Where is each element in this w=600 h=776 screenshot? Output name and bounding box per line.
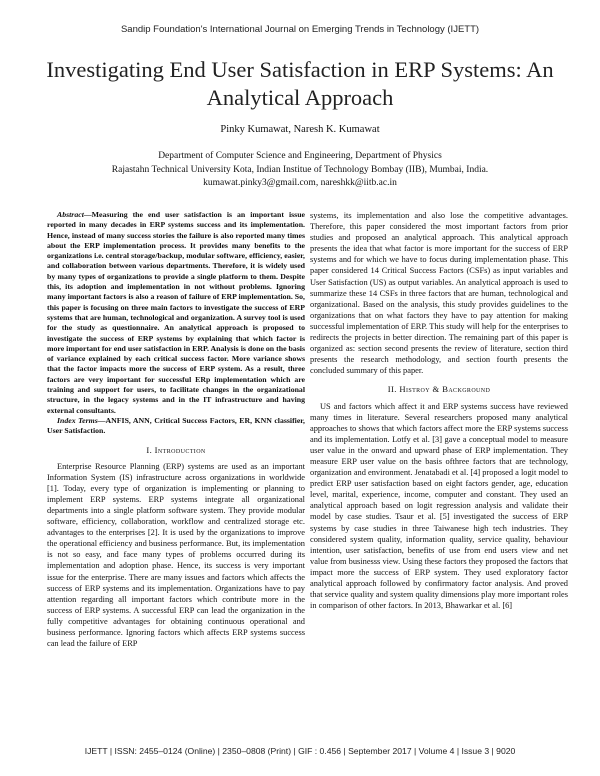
left-column [47,210,305,649]
section-heading-history: II. Histroy & Background [387,384,491,395]
index-terms-text: ANFIS, ANN, Critical Success Factors, ER, KNN classifier, User Satisfaction. [47,415,305,436]
abstract-label: Abstract— [57,210,92,219]
abstract [47,210,305,416]
page-footer: IJETT | ISSN: 2455–0124 (Online) | 2350–0808 (Print) | GIF : 0.456 | September 2017 | Volume 4 | Issue 3 | 9020 [84,746,516,756]
affiliation [60,150,540,191]
affiliation-line-2: Rajastahn Technical University Kota, Indian Institue of Technology Bombay (IIB), Mumbai, India. [111,164,489,175]
index-terms [47,416,305,437]
introduction-paragraph: Enterprise Resource Planning (ERP) systems are used as an important Information System (IS) infrastructure across organizations in worldwide [1]. Today, every type of organization is implementing or planning to implement ERP systems. ERP systems integrate all organizational departments into a single platform software system. They provide modular software, efficiency, collaboration, workflow and centralized storage etc. advantages to the enterprises [2]. It is used by the organizations to improve the operational efficiency and business performance. But, its implementation is not so easy, and face many types of problems occurred during its implementation and adoption phase. Hence, its success is very important issue for the enterprise. There are many issues and factors which affects the success of ERP systems and its implementation. Organizations have to pay attention regarding all important factors which contribute more in the success of ERP systems. A successful ERP can lead the organization in the fully competitive advantages for obtaining continuous operational and business performance. Ignoring factors which affects ERP systems success can lead the failure of ERP [47,461,305,649]
right-column [310,210,568,611]
history-paragraph: US and factors which affect it and ERP systems success have reviewed many times in literature. Several researchers proposed many analytical approaches to shows that which factors affect more the ERP systems success and its implementation. Lotfy et al. [3] gave a conceptual model to measure user value in the onward and upward phase of ERP implementation. They measure ERP user value on the basis ofthree factors that are technology, organization and environment. Jenatabadi et al. [4] proposed a logit model to predict ERP user satisfaction based on eight factors gender, age, education level, marital, experience, income, computer and constant. They used an analytical approach based on logit regression analysis and validate their model by case studies. Tsaur et al. [5] investigated the success of ERP systems by case studies in three Taiwanese high tech industries. They considered system quality, information quality, service quality, behaviour intention, user satisfaction, benefits of use from end users view and net value from businesss view. Using these factors they proposed the factors that impact more the success of ERP system. They used exploratory factor analytical approach followed by confirmatory factor analysis. And proved that service quality and system quality dimensions play more important roles in comparison of other factors. In 2013, Bhawarkar et al. [6] [310,401,568,611]
abstract-text: Measuring the end user satisfaction is an important issue reported in many decades in ERP systems success and its implementation. Hence, instead of many success stories the failure is also reported many times about the ERP implementation process. It provides many benefits to the organizations i.e. central storage/backup, modular software, efficiency, easier, and collaboration between various departments. Therefore, it is widely used by many types of organizations to provide a single platform to them. Despite this, its adoption and implementation in not without problems. Ignoring many important factors is also a reason of failure of ERP implementation. So, this paper is focusing on three main factors to investigate the success of ERP systems that are human, technological and organization. A survey tool is used for the study as questionnaire. An analytical approach is proposed to investigate the success of ERP systems by explaining that which factor is more important for end user satisfaction in ERP. Analysis is done on the basis of variance explained by each critical success factor. More variance shows that the factor impacts more the success of ERP system. As a result, three factors are very important for successful ERp implementation which are training and support for users, to facilitate changes in the organizational structure, in the legacy systems and in the IT infrastructure and having external consultants. [47,210,305,415]
authors: Pinky Kumawat, Naresh K. Kumawat [220,124,380,135]
section-heading-introduction: I. Introduction [146,444,206,455]
author-emails: kumawat.pinky3@gmail.com, nareshkk@iitb.ac.in [203,178,397,188]
journal-header: Sandip Foundation's International Journal on Emerging Trends in Technology (IJETT) [120,24,480,35]
paper-title: Investigating End User Satisfaction in ERP Systems: An Analytical Approach [46,57,554,110]
index-terms-label: Index Terms— [57,415,106,425]
affiliation-line-1: Department of Computer Science and Engineering, Department of Physics [158,151,442,161]
introduction-continued-paragraph: systems, its implementation and also lose the competitive advantages. Therefore, this paper considered the most important factors from prior studies and proposed an analytical approach. This analytical approach presents the idea that what factor is more important for the success of ERP systems and for which we have to focus during implementation phase. This paper considered 14 Critical Success Factors (CSFs) as input variables and User Satisfaction (US) as output variables. An analytical approach is used to summarize these 14 CSFs in three factors that are human, technological and organizational. Based on the analysis, this study provides guidelines to the organizations that on what factors they have to pay attention for making successful implementation of ERP. This study will help for the enterprises to redirects the projects in better direction. The remaining part of this paper is organized as: section second presents the review of literature, section third presents the research methodology, and section fourth presents the concluded summary of this paper. [310,211,568,376]
